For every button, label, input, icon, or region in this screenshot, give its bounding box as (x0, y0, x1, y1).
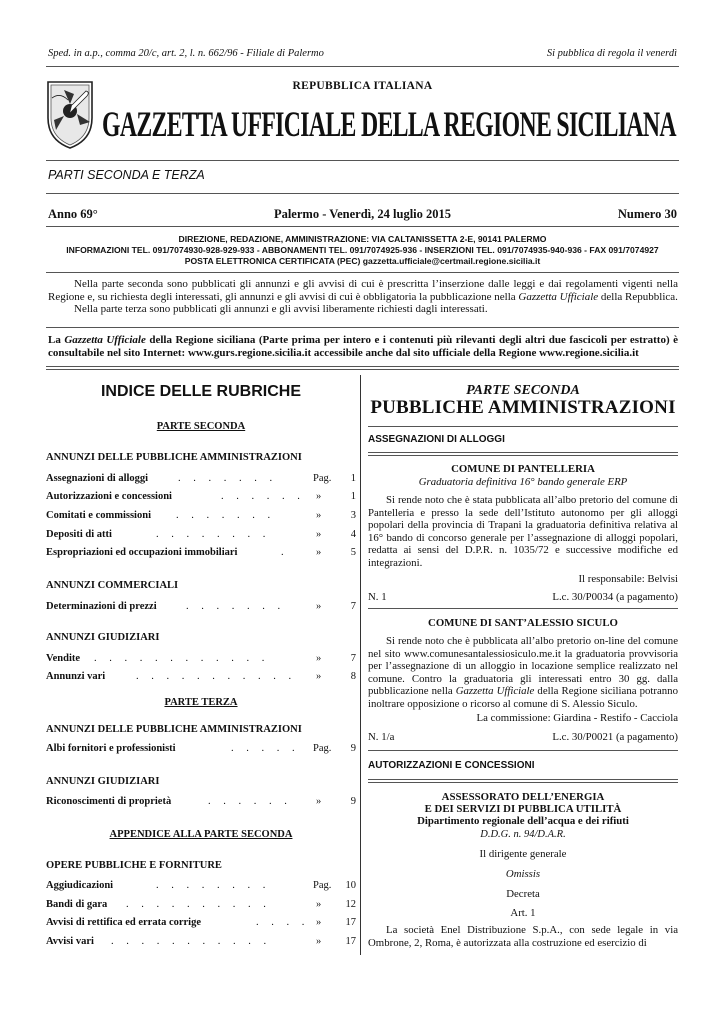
notice-body: Si rende noto che è pubblicata all’albo pretorio on-line del comune nel sito www.comunesantalessiosiculo.me.it la graduatoria provvisoria per l’assegnazione di un alloggio in locazione semplice realizzato nel comune. Contro la graduatoria gli interessati entro 30 gg. dalla pubblicazione nella Gazzetta Ufficiale della Regione siciliana potranno inoltrare opposizione o ricorso al comune di S. Alessio Siculo. (368, 635, 678, 710)
divider (46, 160, 679, 161)
index-category: ANNUNZI DELLE PUBBLICHE AMMINISTRAZIONI (46, 724, 302, 735)
divider (368, 426, 678, 427)
index-entry[interactable]: Avvisi di rettifica ed errata corrige . . . . » 17 (46, 917, 356, 928)
issue-number: Numero 30 (617, 207, 677, 221)
publication-frequency: Si pubblica di regola il venerdì (546, 48, 677, 59)
index-entry[interactable]: Vendite . . . . . . . . . . . . » 7 (46, 653, 356, 664)
notice-signature: La commissione: Giardina - Restifo - Cacciola (476, 712, 678, 724)
category-heading: ASSEGNAZIONI DI ALLOGGI (368, 434, 505, 445)
notice-reference: N. 1/a L.c. 30/P0021 (a pagamento) (368, 731, 678, 743)
index-category: ANNUNZI DELLE PUBBLICHE AMMINISTRAZIONI (46, 452, 302, 463)
notice-reference: N. 1 L.c. 30/P0034 (a pagamento) (368, 591, 678, 603)
masthead-title: GAZZETTA UFFICIALE DELLA REGIONE SICILIANA (102, 104, 676, 144)
index-entry[interactable]: Albi fornitori e professionisti . . . . . Pag. 9 (46, 743, 356, 754)
intro-note: Nella parte seconda sono pubblicati gli annunzi e gli avvisi di cui è prescritta l’inserzione dalle leggi e dai regolamenti vigenti nella Regione e, su richiesta degli interessati, gli annunzi e gli avvisi di cui è obbligatoria la pubblicazione nella Gazzetta Ufficiale della Repubblica. Nella parte terza sono pubblicati gli annunzi e gli avvisi liberamente richiesti dagli interessati. (48, 278, 678, 315)
section-title: PUBBLICHE AMMINISTRAZIONI (370, 397, 676, 418)
republic-label: REPUBBLICA ITALIANA (292, 80, 433, 92)
divider (46, 272, 679, 273)
divider (368, 455, 678, 456)
index-category: ANNUNZI COMMERCIALI (46, 580, 179, 591)
parts-label: PARTI SECONDA E TERZA (48, 168, 205, 182)
index-part-three: PARTE TERZA (164, 697, 238, 708)
column-divider (360, 375, 361, 955)
notice-body: Si rende noto che è stata pubblicata all’albo pretorio del comune di Pantelleria e presso la sede dell’Istituto autonomo per gli alloggi popolari della provincia di Trapani la graduatoria definitiva relativa al 16° bando di concorso generale per l’assegnazione di alloggi popolari, redatta ai sensi del D.P.R. n. 1035/72 e successive modifiche ed integrazioni. (368, 494, 678, 569)
index-entry[interactable]: Avvisi vari . . . . . . . . . . . » 17 (46, 936, 356, 947)
notice-signature: Il responsabile: Belvisi (578, 573, 678, 585)
notice-department: Dipartimento regionale dell’acqua e dei rifiuti (417, 815, 629, 827)
index-entry[interactable]: Annunzi vari . . . . . . . . . . . » 8 (46, 671, 356, 682)
divider (46, 66, 679, 67)
notice-title: COMUNE DI SANT’ALESSIO SICULO (428, 617, 618, 629)
divider (46, 226, 679, 227)
issue-year: Anno 69° (48, 207, 98, 221)
decree-omissis: Omissis (505, 868, 541, 880)
divider (46, 369, 679, 370)
decree-number: D.D.G. n. 94/D.A.R. (480, 829, 566, 840)
index-entry[interactable]: Espropriazioni ed occupazioni immobiliari . » 5 (46, 547, 356, 558)
notice-title: ASSESSORATO DELL’ENERGIA (441, 791, 605, 803)
decree-body: La società Enel Distribuzione S.p.A., con sede legale in via Ombrone, 2, Roma, è autorizzata alla costruzione ed esercizio di (368, 924, 678, 949)
index-category: ANNUNZI GIUDIZIARI (46, 776, 160, 787)
contact-pec: POSTA ELETTRONICA CERTIFICATA (PEC) gazzetta.ufficiale@certmail.regione.sicilia.it (184, 256, 541, 266)
index-entry[interactable]: Aggiudicazioni . . . . . . . . Pag. 10 (46, 880, 356, 891)
index-entry[interactable]: Riconoscimenti di proprietà . . . . . . » 9 (46, 796, 356, 807)
index-appendix: APPENDICE ALLA PARTE SECONDA (109, 829, 293, 840)
divider (368, 750, 678, 751)
issue-date: Palermo - Venerdì, 24 luglio 2015 (273, 207, 452, 221)
decree-decreta: Decreta (506, 888, 540, 900)
decree-author: Il dirigente generale (479, 848, 567, 860)
index-part-two: PARTE SECONDA (156, 421, 246, 432)
index-entry[interactable]: Determinazioni di prezzi . . . . . . . » 7 (46, 601, 356, 612)
notice-title: E DEI SERVIZI DI PUBBLICA UTILITÀ (424, 803, 622, 815)
shipping-info: Sped. in a.p., comma 20/c, art. 2, l. n. 662/96 - Filiale di Palermo (48, 48, 324, 59)
index-entry[interactable]: Comitati e commissioni . . . . . . . » 3 (46, 510, 356, 521)
divider (368, 452, 678, 453)
divider (368, 779, 678, 780)
decree-article: Art. 1 (510, 907, 536, 919)
divider (368, 608, 678, 609)
contact-address: DIREZIONE, REDAZIONE, AMMINISTRAZIONE: VIA CALTANISSETTA 2-E, 90141 PALERMO (178, 234, 547, 244)
category-heading: AUTORIZZAZIONI E CONCESSIONI (368, 760, 535, 771)
divider (46, 327, 679, 328)
index-entry[interactable]: Depositi di atti . . . . . . . . » 4 (46, 529, 356, 540)
index-category: ANNUNZI GIUDIZIARI (46, 632, 160, 643)
notice-subtitle: Graduatoria definitiva 16° bando generale ERP (418, 476, 628, 488)
index-entry[interactable]: Autorizzazioni e concessioni . . . . . . » 1 (46, 491, 356, 502)
divider (46, 193, 679, 194)
website-note: La Gazzetta Ufficiale della Regione siciliana (Parte prima per intero e i contenuti più rilevanti degli altri due fascicoli per estratto) è consultabile nel sito Internet: www.gurs.regione.sicilia.it accessibile anche dal sito ufficiale della Regione www.regione.sicilia.it (48, 334, 678, 359)
contact-phones: INFORMAZIONI TEL. 091/7074930-928-929-933 - ABBONAMENTI TEL. 091/7074925-936 - INSERZIONI TEL. 091/7074935-940-936 - FAX 091/7074927 (66, 245, 659, 255)
divider (46, 366, 679, 367)
index-entry[interactable]: Bandi di gara . . . . . . . . . . » 12 (46, 899, 356, 910)
notice-title: COMUNE DI PANTELLERIA (451, 463, 595, 475)
index-entry[interactable]: Assegnazioni di alloggi . . . . . . . Pag. 1 (46, 473, 356, 484)
index-category: OPERE PUBBLICHE E FORNITURE (46, 860, 222, 871)
divider (368, 782, 678, 783)
index-title: INDICE DELLE RUBRICHE (100, 383, 301, 400)
part-label: PARTE SECONDA (466, 383, 580, 398)
